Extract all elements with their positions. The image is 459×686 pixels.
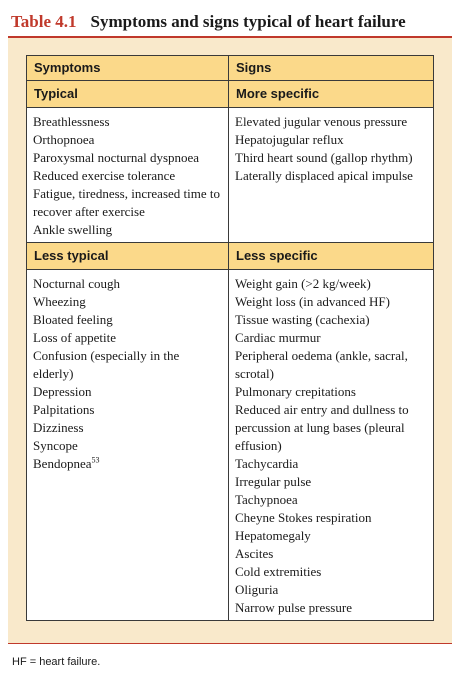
symptoms-signs-table xyxy=(26,55,434,621)
table-title-text: Symptoms and signs typical of heart failure xyxy=(90,12,406,31)
list-item: Syncope xyxy=(33,438,78,453)
list-item: Hepatojugular reflux xyxy=(235,132,344,147)
list-item: Dizziness xyxy=(33,420,84,435)
list-item: Palpitations xyxy=(33,402,95,417)
bendopnea-label: Bendopnea xyxy=(33,456,92,471)
less-specific-signs-cell xyxy=(229,270,434,621)
list-item: Tachypnoea xyxy=(235,492,298,507)
list-item: Tachycardia xyxy=(235,456,299,471)
more-specific-signs-cell xyxy=(229,108,434,243)
subheader-less-specific: Less specific xyxy=(229,243,434,270)
list-item: Cardiac murmur xyxy=(235,330,321,345)
table-number: Table 4.1 xyxy=(11,12,77,31)
reference-superscript: 53 xyxy=(91,455,100,465)
header-symptoms: Symptoms xyxy=(27,56,229,81)
list-item: Oliguria xyxy=(235,582,279,597)
list-item: Hepatomegaly xyxy=(235,528,311,543)
list-item: Tissue wasting (cachexia) xyxy=(235,312,370,327)
list-item: Narrow pulse pressure xyxy=(235,600,352,615)
list-item: Depression xyxy=(33,384,92,399)
list-item: Loss of appetite xyxy=(33,330,117,345)
list-item: Cheyne Stokes respiration xyxy=(235,510,372,525)
less-typical-symptoms-cell xyxy=(27,270,229,621)
list-item: Nocturnal cough xyxy=(33,276,121,291)
list-item: Breathlessness xyxy=(33,114,110,129)
table-footnote: HF = heart failure. xyxy=(12,656,101,668)
subheader-more-specific: More specific xyxy=(229,81,434,108)
list-item: Fatigue, tiredness, increased time to recover after exercise xyxy=(33,186,221,219)
list-item: Peripheral oedema (ankle, sacral, scrotal) xyxy=(235,348,408,381)
list-item: Ascites xyxy=(235,546,274,561)
list-item: Wheezing xyxy=(33,294,86,309)
list-item: Laterally displaced apical impulse xyxy=(235,168,413,183)
list-item: Weight gain (>2 kg/week) xyxy=(235,276,371,291)
subheader-less-typical: Less typical xyxy=(27,243,229,270)
list-item: Third heart sound (gallop rhythm) xyxy=(235,150,413,165)
list-item: Reduced air entry and dullness to percussion at lung bases (pleural effusion) xyxy=(235,402,409,453)
subheader-typical: Typical xyxy=(27,81,229,108)
list-item: Reduced exercise tolerance xyxy=(33,168,176,183)
typical-symptoms-cell xyxy=(27,108,229,243)
list-item: Orthopnoea xyxy=(33,132,95,147)
header-signs: Signs xyxy=(229,56,434,81)
table-title xyxy=(11,9,451,37)
list-item: Bloated feeling xyxy=(33,312,113,327)
list-item: Cold extremities xyxy=(235,564,322,579)
list-item: Weight loss (in advanced HF) xyxy=(235,294,390,309)
list-item: Paroxysmal nocturnal dyspnoea xyxy=(33,150,200,165)
list-item: Ankle swelling xyxy=(33,222,113,237)
list-item: Irregular pulse xyxy=(235,474,312,489)
list-item: Elevated jugular venous pressure xyxy=(235,114,408,129)
list-item-bendopnea xyxy=(33,455,222,473)
list-item: Confusion (especially in the elderly) xyxy=(33,348,180,381)
list-item: Pulmonary crepitations xyxy=(235,384,356,399)
bottom-rule xyxy=(8,643,452,644)
